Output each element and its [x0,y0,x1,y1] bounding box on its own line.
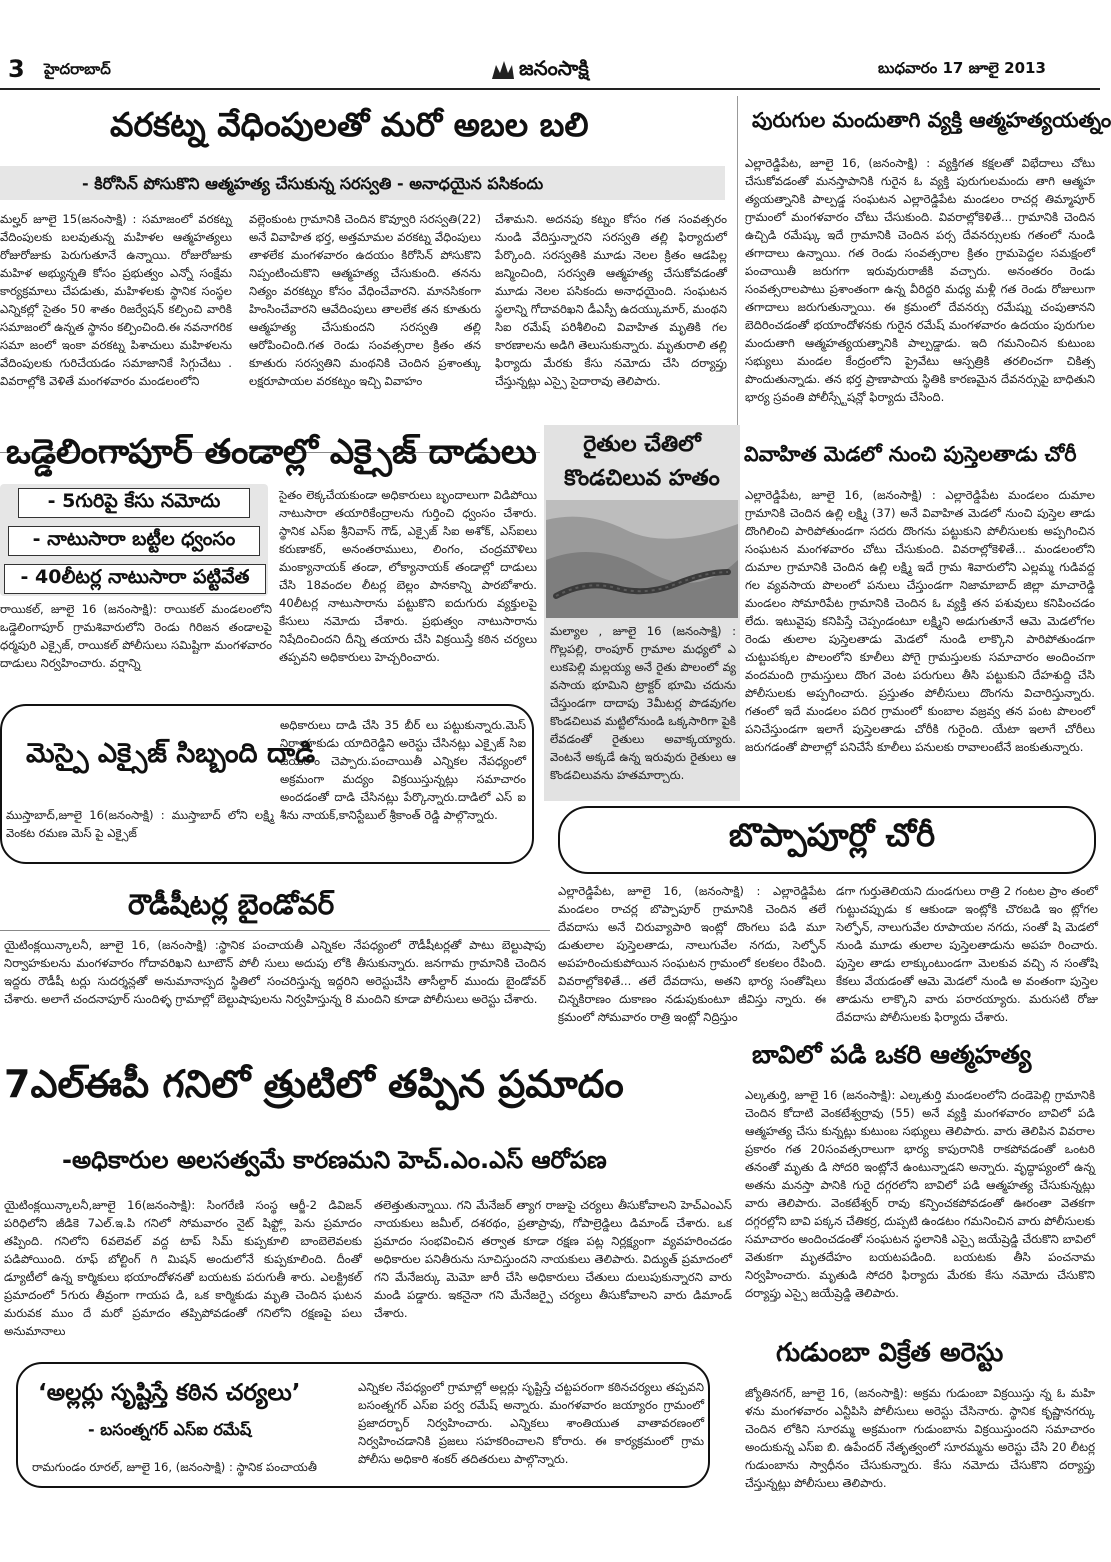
article-riots-subtitle: - బసంత్నగర్ ఎస్ఐ రమేష్ [88,1420,252,1439]
issue-date: బుధవారం 17 జూలై 2013 [878,59,1046,77]
article-chain-theft-body: ఎల్లారెడ్డిపేట, జూలై 16, (జనంసాక్షి) : ఎల్లారెడ్డిపేట మండలం దుమాల గ్రామానికి చెందిన ఉల్లి లక్ష్మి (37) అనే వివాహిత మెడలో నుంచి పుస్తెల తాడు దొంగిలించి పారిపోతుండగా సదరు దొంగను పట్టుకుని పోలీసులకు అప్పగించిన సంఘటన మంగళవారం చోటు చేసుకుంది. వివరాల్లోకెళితే... మండలంలోని దుమాల గ్రామానికి చెందిన ఉల్లి లక్ష్మి ఇదే గ్రామ శివారులోని ఎల్లమ్మ గుడివద్ద గల వ్యవసాయ పొలంలో పనులు చేస్తుండగా నిజామాబాద్ జిల్లా మాచారెడ్డి మండలం సోమారిపేట గ్రామానికి చెందిన ఓ వ్యక్తి తన పశువులు కనిపించడం లేదు. ఇటువైపు కనిపిస్తే చెప్పండంటూ లక్ష్మిని అడుగుతూనే ఆమె మెడలోగల రెండు తులాల పుస్తెలతాడు మెడలో నుండి లాక్కొని పారిపోతుండగా చుట్టుపక్కల పొలంలోని కూలీలు పోగై గ్రామస్తులకు సమాచారం అందించగా వందమంది గ్రామస్తులు దొంగ వెంట పరుగులు తీసి పట్టుకుని దేహశుద్ది చేసి పోలీసులకు అప్పగించారు. ప్రస్తుతం పోలీసులు దొంగను విచారిస్తున్నారు. గతంలో ఇదే మండలం పదిర గ్రామంలో కుంబాల వజ్రవ్వ తన పంట పొలంలో పనిచేస్తుండగా ఇలాగే పుస్తెలతాడు చోరీకి గురైంది. యేటా ఇలాగే చోరీలు జరుగడంతో పొలాల్లో పనిచేసే కూలీలు పనులకు రావాలంటేనే జంకుతున్నారు. [745,488,1095,754]
article-well-headline: బావిలో పడి ఒకరి ఆత్మహత్య [752,1040,1032,1069]
masthead-rule [0,88,1100,90]
right-column-rule [737,96,738,446]
article-dowry-column-3: చేశామని. అదనపు కట్నం కోసం గత సంవత్సరం నుండి వేదిస్తున్నారని సరస్వతి తల్లి ఫిర్యాదులో పేర్కొంది. సరస్వతికి మూడు నెలల క్రితం ఆడపిల్ల జన్మించింది, సరస్వతి ఆత్మహత్య చేసుకోవడంతో మూడు నెలల పసికందు అనాధయైంది. సంఘటన స్థలాన్ని గోదావరిఖని డీఎస్పీ ఉదయ్కుమార్, మంథని సిఐ రమేష్ పరిశీలించి వివాహిత మృతికి గల కారణాలను అడిగి తెలుసుకున్నారు. మృతురాలి తల్లి ఫిర్యాదు మేరకు కేసు నమోదు చేసి దర్యాప్తు చేస్తున్నట్లు ఎస్సై సైదారావు తెలిపారు. [495,212,727,388]
article-boppapur-column-1: ఎల్లారెడ్డిపేట, జూలై 16, (జనంసాక్షి) : ఎల్లారెడ్డిపేట మండలం రాచర్ల బొప్పాపూర్ గ్రామానికి చెందిన తలే దేవదాసు అనే చిరువ్యాపారి ఇంట్లో దొంగలు పడి మూ డుతులాల పుస్తెలతాడు, నాలుగువేల నగదు, సెల్ఫోన్ అపహరించుకుపోయిన సంఘటన గ్రామంలో కలకలం రేపింది. వివరాల్లోకెళితే... తలే దేవదాసు, అతని భార్య సంతోషిలు చిన్నకిరాణం దుకాణం నడుపుకుంటూ జీవిస్తు న్నారు. ఈ క్రమంలో సోమవారం రాత్రి ఇంట్లో నిద్రిస్తుం [558,884,826,1024]
article-pesticide-body: ఎల్లారెడ్డిపేట, జూలై 16, (జనంసాక్షి) : వ్యక్తిగత కక్షలతో విభేదాలు చోటు చేసుకోవడంతో మనస్తాపానికి గురైన ఓ వ్యక్తి పురుగులమందు తాగి ఆత్మహ త్యయత్నానికి పాల్పడ్డ సంఘటన ఎల్లారెడ్డిపేట మండలం రాచర్ల తిమ్మాపూర్ గ్రామంలో మంగళవారం చోటు చేసుకుంది. వివరాల్లోకెళితే... గ్రామానికి చెందిన ఉచ్చిడి రమేష్కు ఇదే గ్రామానికి చెందిన పర్స దేవనర్సులకు గతంలో నుండి తగాదాలు ఉన్నాయి. గత రెండు సంవత్సరాల క్రితం గ్రామపెద్దల సమక్షంలో పంచాయితీ జరుగగా ఇరువురురాజీకి వచ్చారు. అనంతరం రెండు సంవత్సరాలపాటు ప్రశాంతంగా ఉన్న వీరిద్దరి మధ్య మళ్లీ గత రెండు రోజులుగా తగాదాలు జరుగుతున్నాయి. ఈ క్రమంలో దేవనర్సు రమేష్ను చంపుతానని బెదిరించడంతో భయాందోళనకు గురైన రమేష్ మంగళవారం ఉదయం పురుగుల మందుతాగి ఆత్మహత్యయత్నానికి పాల్పడ్డాడు. ఇది గమనించిన కుటుంబ సభ్యులు మండల కేంద్రంలోని ప్రైవేటు ఆస్పత్రికి తరలించగా చికిత్స పొందుతున్నాడు. తన భర్త ప్రాణాపాయ స్థితికి కారణమైన దేవనర్సుపై బాధితుని భార్య స్రవంతి పోలీస్స్టేషన్లో ఫిర్యాదు చేసింది. [745,156,1095,404]
article-riots-headline: ‘అల్లర్లు సృష్టిస్తే కఠిన చర్యలు’ [38,1380,301,1406]
article-gudumba-body: జ్యోతినగర్, జూలై 16, (జనంసాక్షి): అక్రమ గుడుంబా విక్రయిస్తు న్న ఓ మహి ళను మంగళవారం ఎన్టీపిసి పోలీసులు అరెస్టు చేసినారు. స్థానిక కృష్ణానగర్కు చెందిన లోకిని సూరమ్మ అక్రమంగా గుడుంబాను విక్రయిస్తుందని సమాచారం అందుకున్న ఎస్ఐ బి. ఉపేందర్ నేతృత్వంలో సూరమ్మను అరెస్టు చేసి 20 లీటర్ల గుడుంబాను స్వాధీనం చేసుకున్నారు. కేసు నమోదు చేసుకొని దర్యాప్తు చేస్తున్నట్లు పోలీసులు తెలిపారు. [745,1386,1095,1490]
article-gudumba-headline: గుడుంబా విక్రేత అరెస్టు [776,1338,1004,1368]
article-mine-column-2: తలెత్తుతున్నాయి. గని మేనేజర్ త్యాగ రాజుపై చర్యలు తీసుకోవాలని హెచ్ఎంఎస్ నాయకులు జమీల్, దశరథం, ప్రతాప్రావు, గోపాల్రెడ్డిలు డిమాండ్ చేశారు. ఒక ప్రమాదం సంభవించిన తర్వాత కూడా రక్షణ పట్ల నిర్లక్ష్యంగా వ్యవహరించడం అధికారుల పనితీరును సూచిస్తుందని నాయకులు తెలిపారు. విద్యుత్ ప్రమాదంలో గని మేనేజర్కు మెమో జారీ చేసి అధికారులు చేతులు దులుపుకున్నారని వారు మండి పడ్డారు. ఇకనైనా గని మేనేజర్పై చర్యలు తీసుకోవాలని వారు డిమాండ్ చేశారు. [374,1198,732,1320]
article-mess-raid-left: ముస్తాబాద్,జూలై 16(జనంసాక్షి) : ముస్తాబాద్ లోని లక్ష్మి వెంకట రమణ మెస్ పై ఎక్సైజ్ [6,808,274,840]
article-mess-raid-right: అధికారులు దాడి చేసి 35 బీర్ లు పట్టుకున్నారు.మెస్ నిర్వాహకుడు యాదిరెడ్డిని అరెస్టు చేసినట్లు ఎక్సైజ్ సిఐ జయరాం చెప్పారు.పంచాయితీ ఎన్నికల నేపధ్యంలో అక్రమంగా మద్యం విక్రయిస్తున్నట్లు సమాచారం అందడంతో దాడి చేసినట్లు పేర్కొన్నారు.దాడిలో ఎస్ ఐ శీను నాయక్,కానిస్టేబుల్ శ్రీకాంత్ రెడ్డి పాల్గొన్నారు. [280,718,526,822]
article-mine-column-1: యైటింక్లయిన్కాలనీ,జూలై 16(జనంసాక్షి): సింగరేణి సంస్థ ఆర్జీ-2 డివిజన్ పరిధిలోని జీడికె 7ఎల్.ఇ.పి గనిలో సోమవారం నైట్ షిఫ్ట్లో పెను ప్రమాదం తప్పింది. గనిలోని 6వలెవల్ వద్ద టాప్ సిమ్ కుప్పకూలి బాంబెలెవలకు పడిపోయింది. రూఫ్ బోల్టింగ్ గి మిషన్ అందులోనే కుప్పకూలింది. దీంతో డ్యూటీలో ఉన్న కార్మికులు భయాందోళనతో బయటకు పరుగుతీ శారు. ఎలక్ట్రికల్ ప్రమాదంలో 5గురు తీవ్రంగా గాయప డి, ఒక కార్మికుడు మృతి చెందిన ఘటన మరువక ముం దే మరో ప్రమాదం తప్పిపోవడంతో గనిలోని రక్షణపై పలు అనుమానాలు [4,1198,362,1338]
chip-cases-registered: - 5గురిపై కేసు నమోదు [18,488,250,518]
article-boppapur-column-2: డగా గుర్తుతెలియని దుండగులు రాత్రి 2 గంటల ప్రాం తంలో గుట్టుచప్పుడు క ఆకుండా ఇంట్లోకి చొరబడి ఇం ట్లోగల సెల్ఫోన్, నాలుగువేల రూపాయల నగదు, సంతో షి మెడలో నుండి మూడు తులాల పుస్తెలతాడును అపహ రించారు. పుస్తెల తాడు లాక్కుంటుండగా మెలకువ వచ్చి న సంతోషి కేకలు వేయడంతో ఆమె మెడలో నుండి అ వంతంగా పుస్తెల తాడును లాక్కొని వారు పరారయ్యారు. మరుసటి రోజు దేవదాసు పోలీసులకు ఫిర్యాదు చేశారు. [836,884,1098,1024]
masthead [0,52,1100,88]
article-rowdy-sheeters-headline: రౌడీషీటర్ల బైండోవర్ [128,888,335,921]
article-rowdy-sheeters-body: యైటింక్లయిన్కాలనీ, జూలై 16, (జనంసాక్షి) :స్థానిక పంచాయతీ ఎన్నికల నేపధ్యంలో రౌడీషీటర్లతో పాటు బెల్టుషాపు నిర్వాహకులను మంగళవారం గోదావరిఖని టూటౌన్ పోలీ సులు అదుపు లోకి తీసుకున్నారు. జనగామ గ్రామానికి చెందిన ఇద్దరు రౌడీషీ టర్లు సుదర్శన్లతో అనుమానాస్పద స్థితిలో సంచరిస్తున్న ఇద్దరిని అరెస్టుచేసి తాసీల్దార్ ముందు బైండోవర్ చేశారు. అలాగే చందనాపూర్ సుందిళ్ళ గ్రామాల్లో బెల్టుషాపులను నిర్వహిస్తున్న 8 మందిని కూడా పోలీసులు అరెస్టు చేశారు. [4,938,546,1006]
article-dowry-column-2: వల్లెంకుంట గ్రామానికి చెందిన కొవ్వూరి సరస్వతి(22) అనే వివాహిత భర్త, అత్తమామల వరకట్న వేధింపులు తాళలేక మంగళవారం ఉదయం కిరోసిన్ పోసుకొని నిప్పంటించుకొని ఆత్మహత్య చేసుకుంది. తనను నిత్యం వరకట్నం కోసం వేధించేవారని. మానసికంగా హింసించేవారని ఆవేదింపులు తాలలేక తన కూతురు ఆత్మహత్య చేసుకుందని సరస్వతి తల్లి ఆరోపించింది.గత రెండు సంవత్సరాల క్రితం తన కూతురు సరస్వతిని మంథనికి చెందిన ప్రశాంత్కు లక్షరూపాయల వరకట్నం ఇచ్చి వివాహం [249,212,481,388]
snake-photo [546,500,738,618]
article-excise-raids-bottom: రాయికల్, జూలై 16 (జనంసాక్షి): రాయికల్ మండలంలోని ఒడ్డెలింగాపూర్ గ్రామశివారులోని రెండు గిరిజన తండాలపై ధర్మపురి ఎక్సైజ్, రాయికల్ పోలీసులు సమిష్టిగా మంగళవారం దాడులు నిర్వహించారు. వర్షాన్ని [0,602,272,670]
article-pesticide-headline: పురుగుల మందుతాగి వ్యక్తి ఆత్మహత్యయత్నం [752,108,1111,132]
article-python-body: మల్యాల , జూలై 16 (జనంసాక్షి) : గొల్లపల్లి, రాంపూర్ గ్రామాల మధ్యలో ఎ లుకపెల్లి మల్లయ్య అనే రైతు పొలంలో వ్య వసాయ భూమిని ట్రాక్టర్ భూమి చదును చేస్తుండగా దాదాపు 3మీటర్ల పొడవుగల కొండచిలువ మట్టిలోనుండి ఒక్కసారిగా పైకి లేవడంతో రైతులు అవాక్కయ్యారు. వెంటనే అక్కడే ఉన్న ఇరువురు రైతులు ఆ కొండచిలువను హతమార్చారు. [550,624,736,782]
rowdy-headline-rule [0,930,550,931]
chip-liquor-seized: - 40లీటర్ల నాటుసారా పట్టివేత [4,564,266,594]
city-label: హైదరాబాద్ [44,60,111,78]
page-number: 3 [8,55,25,83]
newspaper-logo: జనంసాక్షి [519,56,589,80]
article-riots-right: ఎన్నికల నేపధ్యంలో గ్రామాల్లో అల్లర్లు సృష్టిస్తే చట్టపరంగా కఠినచర్యలు తప్పవని బసంత్నగర్ ఎస్ఐ పర్వ రమేష్ అన్నారు. మంగళవారం జయ్యారం గ్రామంలో ప్రజాదర్బార్ నిర్వహించారు. ఎన్నికలు శాంతియుత వాతావరణంలో నిర్వహించడానికి ప్రజలు సహకరించాలని కోరారు. ఈ కార్యక్రమంలో గ్రామ పోలీసు అధికారి శంకర్ తదితరులు పాల్గొన్నారు. [358,1380,704,1466]
article-python-headline-text: రైతుల చేతిలో కొండచిలువ హతం [564,432,720,491]
chip-kilns-destroyed: - నాటుసారా బట్టీల ధ్వంసం [8,526,260,556]
article-mine-subtitle: -అధికారుల అలసత్వమే కారణమని హెచ్.ఎం.ఎస్ ఆరోపణ [62,1146,607,1174]
article-mine-headline: 7ఎల్ఈపీ గనిలో త్రుటిలో తప్పిన ప్రమాదం [4,1062,624,1106]
article-riots-left: రామగుండం రూరల్, జూలై 16, (జనంసాక్షి) : స్థానిక పంచాయతీ [32,1460,317,1474]
article-boppapur-headline: బొప్పాపూర్లో చోరీ [728,816,936,854]
article-python-headline [544,428,740,496]
article-excise-raids-right: సైతం లెక్కచేయకుండా అధికారులు బృందాలుగా విడిపోయి నాటుసారా తయారికేంద్రాలను గుర్తించి ధ్వంసం చేశారు. స్థానిక ఎస్ఐ శ్రీనివాస్ గౌడ్, ఎక్సైజ్ సిఐ అశోక్, ఎస్ఐలు కరుణాకర్, అనంతరాములు, లింగం, చంద్రమౌళిలు మంక్యానాయక్ తండా, లోక్యానాయక్ తండాల్లో దాడులు చేసి 18వందల లీటర్ల బెల్లం పానకాన్ని పారబోశారు. 40లీటర్ల నాటుసారాను పట్టుకొని ఐదుగురు వ్యక్తులపై కేసులు నమోదు చేశారు. ప్రభుత్వం నాటుసారాను నిషేదించిందని దీన్ని తయారు చేసి విక్రయిస్తే కఠిన చర్యలు తప్పవని అధికారులు హెచ్చరించారు. [279,488,537,664]
article-dowry-headline: వరకట్న వేధింపులతో మరో అబల బలి [110,105,589,144]
article-well-body: ఎల్కతుర్తి, జూలై 16 (జనంసాక్షి): ఎల్కతుర్తి మండలంలోని దండెపెల్లి గ్రామానికి చెందిన కోదాటి వెంకటేశ్వర్రావు (55) అనే వ్యక్తి మంగళవారం బావిలో పడి ఆత్మహత్య చేసు కున్నట్లు కుటుంబ సభ్యులు తెలిపారు. వారు తెలిపిన వివరాల ప్రకారం గత 20సంవత్సరాలుగా భార్య కాపురానికి రాకపోవడంతో ఒంటరి తనంతో మృతు డి సోదరి ఇంట్లోనే ఉంటున్నాడని అన్నారు. వృద్ధాప్యంలో ఉన్న అతను మనస్తా పానికి గురై దగ్గరలోని బావిలో పడి ఆత్మహత్య చేసుకున్నట్లు వారు తెలిపారు. వెంకటేశ్వర్ రావు కన్పించకపోవడంతో ఊరంతా వెతకగా దగ్గరల్లోని బావి పక్కన చేతికర్ర, దుప్పటి ఉండటం గమనించిన వారు పోలీసులకు సమాచారం అందించడంతో సంఘటన స్థలానికి ఎస్సై జయేష్రెడ్డి చేరుకొని బావిలో వెతుకగా మృతదేహం బయటపడింది. బయటకు తీసి పంచనామ నిర్వహించారు. మృతుడి సోదరి ఫిర్యాదు మేరకు కేసు నమోదు చేసుకొని దర్యాప్తు ఎస్సై జయేష్రెడ్డి తెలిపారు. [745,1088,1095,1300]
article-chain-theft-headline: వివాహిత మెడలో నుంచి పుస్తెలతాడు చోరీ [744,442,1077,466]
article-dowry-subtitle: - కిరోసిన్ పోసుకొని ఆత్మహత్య చేసుకున్న సరస్వతి - అనాధయైన పసికందు [82,174,544,193]
article-dowry-column-1: మల్హర్ జూలై 15(జనంసాక్షి) : సమాజంలో వరకట్న వేదింపులకు బలవుతున్న మహిళల ఆత్మహత్యలు రోజురోజుకు పెరుగుతూనే ఉన్నాయి. రోజురోజుకు మహిళ అభ్యున్నతి కోసం ప్రభుత్వం ఎన్నో సంక్షేమ కార్యక్రమాలు చేపడుతు, మహిళలకు స్థానిక సంస్థల ఎన్నికల్లో సైతం 50 శాతం రిజర్వేషన్ కల్పించి వారికి సమాజంలో ఉన్నత స్థానం కల్పించింది.ఈ నవనాగరిక సమా జంలో ఇంకా వరకట్న పిశాచులు మహిళలను వేదింపులకు గురిచేయడం సమాజానికే సిగ్గుచేటు . వివరాల్లోకి వెళితే మంగళవారం మండలంలోని [0,212,232,388]
article-excise-raids-headline: ఒడ్డెలింగాపూర్ తండాల్లో ఎక్సైజ్ దాడులు [6,432,537,472]
article-mess-raid-headline: మెస్పై ఎక్సైజ్ సిబ్బంది దాడి [26,738,316,769]
logo-icon [490,59,516,81]
